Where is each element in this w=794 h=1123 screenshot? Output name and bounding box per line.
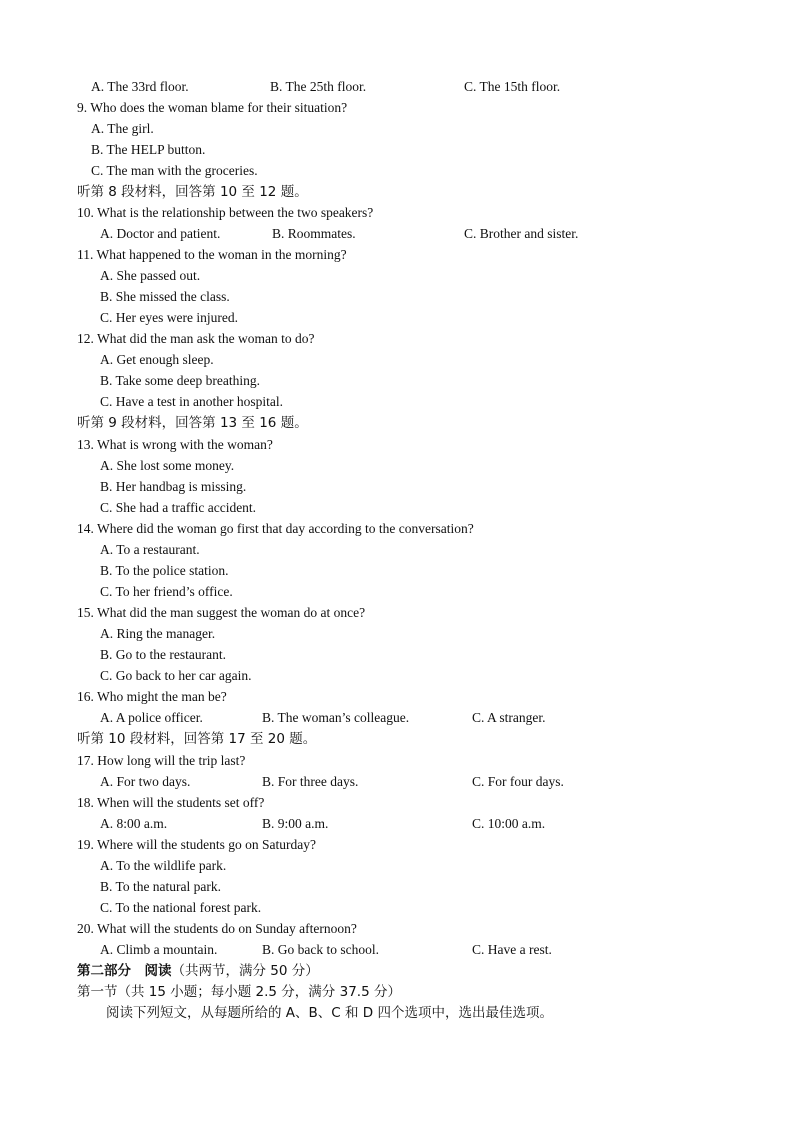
part-2-title: 第二部分 阅读 bbox=[77, 963, 172, 979]
q10-option-a: A. Doctor and patient. bbox=[100, 226, 221, 241]
q16-option-a: A. A police officer. bbox=[100, 710, 203, 725]
q11-option-b: B. She missed the class. bbox=[100, 289, 230, 304]
q12-option-c: C. Have a test in another hospital. bbox=[100, 394, 283, 409]
q11-option-a: A. She passed out. bbox=[100, 268, 201, 283]
q10-option-b: B. Roommates. bbox=[272, 226, 356, 241]
q20-stem: 20. What will the students do on Sunday afternoon? bbox=[77, 921, 357, 936]
q19-stem: 19. Where will the students go on Saturday? bbox=[77, 837, 316, 852]
q18-option-c: C. 10:00 a.m. bbox=[472, 816, 546, 831]
q15-stem: 15. What did the man suggest the woman do at once? bbox=[77, 605, 366, 620]
q17-option-b: B. For three days. bbox=[262, 774, 359, 789]
q14-option-c: C. To her friend’s office. bbox=[100, 584, 233, 599]
q19-option-b: B. To the natural park. bbox=[100, 879, 222, 894]
q19-option-a: A. To the wildlife park. bbox=[100, 858, 227, 873]
section-10-heading: 听第 10 段材料，回答第 17 至 20 题。 bbox=[77, 731, 317, 747]
q9-option-b: B. The HELP button. bbox=[91, 142, 206, 157]
q13-option-b: B. Her handbag is missing. bbox=[100, 479, 247, 494]
q11-option-c: C. Her eyes were injured. bbox=[100, 310, 238, 325]
q20-option-c: C. Have a rest. bbox=[472, 942, 552, 957]
q19-option-c: C. To the national forest park. bbox=[100, 900, 262, 915]
q9-option-c: C. The man with the groceries. bbox=[91, 163, 258, 178]
q11-stem: 11. What happened to the woman in the morning? bbox=[77, 247, 347, 262]
q10-option-c: C. Brother and sister. bbox=[464, 226, 579, 241]
q15-option-a: A. Ring the manager. bbox=[100, 626, 216, 641]
q13-stem: 13. What is wrong with the woman? bbox=[77, 437, 273, 452]
q18-option-b: B. 9:00 a.m. bbox=[262, 816, 329, 831]
q15-option-c: C. Go back to her car again. bbox=[100, 668, 252, 683]
q8-option-b: B. The 25th floor. bbox=[270, 79, 367, 94]
q9-option-a: A. The girl. bbox=[91, 121, 154, 136]
reading-instruction: 阅读下列短文，从每题所给的 A、B、C 和 D 四个选项中，选出最佳选项。 bbox=[106, 1005, 553, 1021]
part-2-heading bbox=[77, 962, 319, 980]
q13-option-c: C. She had a traffic accident. bbox=[100, 500, 257, 515]
q12-option-a: A. Get enough sleep. bbox=[100, 352, 214, 367]
q18-stem: 18. When will the students set off? bbox=[77, 795, 265, 810]
q12-option-b: B. Take some deep breathing. bbox=[100, 373, 261, 388]
q14-option-a: A. To a restaurant. bbox=[100, 542, 200, 557]
q9-stem: 9. Who does the woman blame for their situation? bbox=[77, 100, 348, 115]
q14-option-b: B. To the police station. bbox=[100, 563, 229, 578]
q17-option-c: C. For four days. bbox=[472, 774, 564, 789]
q18-option-a: A. 8:00 a.m. bbox=[100, 816, 168, 831]
q17-option-a: A. For two days. bbox=[100, 774, 191, 789]
q17-stem: 17. How long will the trip last? bbox=[77, 753, 246, 768]
q8-option-a: A. The 33rd floor. bbox=[91, 79, 189, 94]
q16-option-b: B. The woman’s colleague. bbox=[262, 710, 410, 725]
section-9-heading: 听第 9 段材料，回答第 13 至 16 题。 bbox=[77, 415, 308, 431]
q16-option-c: C. A stranger. bbox=[472, 710, 546, 725]
q10-stem: 10. What is the relationship between the two speakers? bbox=[77, 205, 374, 220]
q13-option-a: A. She lost some money. bbox=[100, 458, 235, 473]
q12-stem: 12. What did the man ask the woman to do? bbox=[77, 331, 315, 346]
q16-stem: 16. Who might the man be? bbox=[77, 689, 227, 704]
part-2-section-1-heading: 第一节（共 15 小题；每小题 2.5 分，满分 37.5 分） bbox=[77, 984, 401, 1000]
q8-option-c: C. The 15th floor. bbox=[464, 79, 561, 94]
section-8-heading: 听第 8 段材料，回答第 10 至 12 题。 bbox=[77, 184, 308, 200]
part-2-note: （共两节，满分 50 分） bbox=[171, 963, 319, 979]
q15-option-b: B. Go to the restaurant. bbox=[100, 647, 226, 662]
q14-stem: 14. Where did the woman go first that day according to the conversation? bbox=[77, 521, 474, 536]
q20-option-a: A. Climb a mountain. bbox=[100, 942, 218, 957]
q20-option-b: B. Go back to school. bbox=[262, 942, 379, 957]
